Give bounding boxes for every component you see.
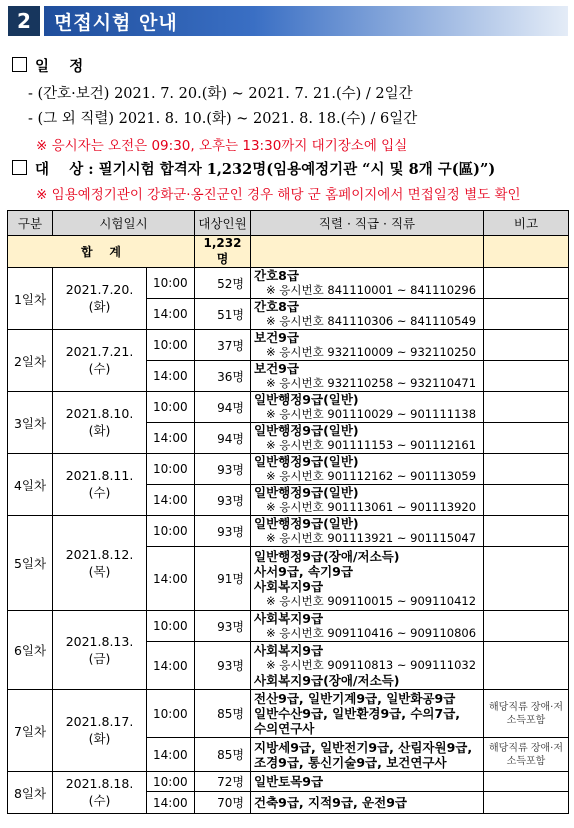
job-cell xyxy=(251,361,484,392)
remarks-cell: 해당직류 장애·저소득포함 xyxy=(484,690,569,738)
job-name: 일반행정9급(일반) xyxy=(254,423,359,438)
time-cell: 10:00 xyxy=(147,516,195,547)
job-name-2: 일반수산9급, 일반환경9급, 수의7급, xyxy=(254,706,461,721)
day-label: 1일차 xyxy=(8,268,53,330)
col-header-count: 대상인원 xyxy=(195,211,251,236)
job-name: 간호8급 xyxy=(254,299,299,314)
exam-number-range: ※ 응시번호 841110306 ~ 841110549 xyxy=(266,314,477,328)
job-name-extra: 사회복지9급(장애/저소득) xyxy=(254,673,400,688)
time-cell: 10:00 xyxy=(147,690,195,738)
date-label: 2021.8.13.(금) xyxy=(53,611,147,690)
count-cell: 93명 xyxy=(195,611,251,642)
remarks-cell xyxy=(484,611,569,642)
remarks-cell xyxy=(484,792,569,814)
job-name-2: 사서9급, 속기9급 xyxy=(254,563,353,579)
job-name: 건축9급, 지적9급, 운전9급 xyxy=(254,795,407,810)
remarks-cell xyxy=(484,547,569,611)
total-label: 합 계 xyxy=(8,236,195,268)
date-label: 2021.7.21.(수) xyxy=(53,330,147,392)
table-row xyxy=(8,392,569,423)
col-header-job: 직렬 · 직급 · 직류 xyxy=(251,211,484,236)
target-label: 대 상 : 필기시험 합격자 1,232명(임용예정기관 “시 및 8개 구(區)”) xyxy=(35,161,496,178)
time-cell: 10:00 xyxy=(147,772,195,792)
exam-number-range: ※ 응시번호 901111153 ~ 901112161 xyxy=(266,438,477,452)
job-cell xyxy=(251,611,484,642)
time-cell: 10:00 xyxy=(147,454,195,485)
time-cell: 14:00 xyxy=(147,361,195,392)
schedule-line-1: - (간호·보건) 2021. 7. 20.(화) ~ 2021. 7. 21.(수) / 2일간 xyxy=(28,86,413,102)
exam-number-range: ※ 응시번호 932110009 ~ 932110250 xyxy=(266,345,477,359)
exam-number-range: ※ 응시번호 932110258 ~ 932110471 xyxy=(266,376,477,390)
job-cell xyxy=(251,485,484,516)
table-row xyxy=(8,516,569,547)
time-cell: 14:00 xyxy=(147,423,195,454)
job-name-2: 조경9급, 통신기술9급, 보건연구사 xyxy=(254,754,447,770)
date-label: 2021.8.10.(화) xyxy=(53,392,147,454)
time-cell: 14:00 xyxy=(147,485,195,516)
schedule-label: 일 정 xyxy=(35,58,84,75)
exam-number-range: ※ 응시번호 909110015 ~ 909110412 xyxy=(266,593,477,608)
exam-number-range: ※ 응시번호 901113061 ~ 901113920 xyxy=(266,500,477,514)
time-cell: 14:00 xyxy=(147,642,195,690)
count-cell: 93명 xyxy=(195,454,251,485)
job-cell xyxy=(251,330,484,361)
count-cell: 85명 xyxy=(195,690,251,738)
day-label: 6일차 xyxy=(8,611,53,690)
checkbox-square-icon xyxy=(12,160,27,175)
time-cell: 10:00 xyxy=(147,330,195,361)
col-header-division: 구분 xyxy=(8,211,53,236)
schedule-heading xyxy=(12,55,83,76)
remarks-cell xyxy=(484,268,569,299)
day-label: 7일차 xyxy=(8,690,53,772)
count-cell: 52명 xyxy=(195,268,251,299)
remarks-cell: 해당직류 장애·저소득포함 xyxy=(484,738,569,772)
job-name: 간호8급 xyxy=(254,268,299,283)
schedule-note: ※ 응시자는 오전은 09:30, 오후는 13:30까지 대기장소에 입실 xyxy=(36,138,408,154)
target-note: ※ 임용예정기관이 강화군·옹진군인 경우 해당 군 홈페이지에서 면접일정 별도 확인 xyxy=(36,187,521,203)
time-cell: 14:00 xyxy=(147,738,195,772)
table-row xyxy=(8,611,569,642)
remarks-cell xyxy=(484,392,569,423)
count-cell: 93명 xyxy=(195,485,251,516)
day-label: 5일차 xyxy=(8,516,53,611)
table-row xyxy=(8,772,569,792)
time-cell: 10:00 xyxy=(147,392,195,423)
count-cell: 70명 xyxy=(195,792,251,814)
date-label: 2021.8.17.(화) xyxy=(53,690,147,772)
checkbox-square-icon xyxy=(12,57,27,72)
job-name: 보건9급 xyxy=(254,361,299,376)
count-cell: 93명 xyxy=(195,642,251,690)
job-cell xyxy=(251,642,484,690)
job-name: 일반행정9급(일반) xyxy=(254,454,359,469)
job-cell xyxy=(251,738,484,772)
count-cell: 93명 xyxy=(195,516,251,547)
job-cell xyxy=(251,299,484,330)
remarks-cell xyxy=(484,423,569,454)
job-name: 일반행정9급(장애/저소득) xyxy=(254,548,400,564)
remarks-cell xyxy=(484,454,569,485)
table-header-row xyxy=(8,211,569,236)
job-cell xyxy=(251,454,484,485)
job-name: 지방세9급, 일반전기9급, 산림자원9급, xyxy=(254,739,473,755)
table-row xyxy=(8,268,569,299)
table-row xyxy=(8,330,569,361)
remarks-cell xyxy=(484,299,569,330)
exam-number-range: ※ 응시번호 901113921 ~ 901115047 xyxy=(266,531,477,545)
job-cell xyxy=(251,772,484,792)
date-label: 2021.7.20.(화) xyxy=(53,268,147,330)
remarks-cell xyxy=(484,330,569,361)
job-name-3: 사회복지9급 xyxy=(254,578,324,594)
exam-number-range: ※ 응시번호 901110029 ~ 901111138 xyxy=(266,407,477,421)
job-name: 일반행정9급(일반) xyxy=(254,392,359,407)
job-name: 일반행정9급(일반) xyxy=(254,516,359,531)
section-title: 면접시험 안내 xyxy=(44,6,568,36)
count-cell: 37명 xyxy=(195,330,251,361)
time-cell: 14:00 xyxy=(147,299,195,330)
date-label: 2021.8.12.(목) xyxy=(53,516,147,611)
total-count: 1,232명 xyxy=(195,236,251,268)
job-cell xyxy=(251,792,484,814)
job-name: 사회복지9급 xyxy=(254,611,324,626)
job-cell xyxy=(251,392,484,423)
table-row xyxy=(8,690,569,738)
count-cell: 36명 xyxy=(195,361,251,392)
total-job-empty xyxy=(251,236,484,268)
time-cell: 14:00 xyxy=(147,792,195,814)
job-name: 일반행정9급(일반) xyxy=(254,485,359,500)
job-cell xyxy=(251,516,484,547)
exam-number-range: ※ 응시번호 909110416 ~ 909110806 xyxy=(266,626,477,640)
day-label: 8일차 xyxy=(8,772,53,814)
date-label: 2021.8.11.(수) xyxy=(53,454,147,516)
target-heading xyxy=(12,158,495,179)
exam-number-range: ※ 응시번호 841110001 ~ 841110296 xyxy=(266,283,477,297)
time-cell: 14:00 xyxy=(147,547,195,611)
remarks-cell xyxy=(484,485,569,516)
job-cell xyxy=(251,423,484,454)
interview-schedule-table xyxy=(7,210,569,814)
time-cell: 10:00 xyxy=(147,611,195,642)
job-cell xyxy=(251,690,484,738)
job-name: 사회복지9급 xyxy=(254,643,324,658)
job-name: 보건9급 xyxy=(254,330,299,345)
count-cell: 94명 xyxy=(195,423,251,454)
count-cell: 72명 xyxy=(195,772,251,792)
day-label: 3일차 xyxy=(8,392,53,454)
job-name: 전산9급, 일반기계9급, 일반화공9급 xyxy=(254,691,456,706)
job-cell xyxy=(251,268,484,299)
col-header-remarks: 비고 xyxy=(484,211,569,236)
remarks-cell xyxy=(484,772,569,792)
remarks-cell xyxy=(484,361,569,392)
count-cell: 91명 xyxy=(195,547,251,611)
time-cell: 10:00 xyxy=(147,268,195,299)
remarks-cell xyxy=(484,516,569,547)
count-cell: 51명 xyxy=(195,299,251,330)
day-label: 2일차 xyxy=(8,330,53,392)
day-label: 4일차 xyxy=(8,454,53,516)
schedule-line-2: - (그 외 직렬) 2021. 8. 10.(화) ~ 2021. 8. 18.(수) / 6일간 xyxy=(28,111,418,127)
total-remarks-empty xyxy=(484,236,569,268)
section-number: 2 xyxy=(8,6,40,36)
job-name-3: 수의연구사 xyxy=(254,721,315,736)
exam-number-range: ※ 응시번호 909110813 ~ 909111032 xyxy=(266,658,477,672)
section-header xyxy=(8,6,568,36)
col-header-datetime: 시험일시 xyxy=(53,211,195,236)
remarks-cell xyxy=(484,642,569,690)
date-label: 2021.8.18.(수) xyxy=(53,772,147,814)
count-cell: 94명 xyxy=(195,392,251,423)
job-name: 일반토목9급 xyxy=(254,774,324,789)
job-cell xyxy=(251,547,484,611)
table-row xyxy=(8,454,569,485)
exam-number-range: ※ 응시번호 901112162 ~ 901113059 xyxy=(266,469,477,483)
total-row xyxy=(8,236,569,268)
count-cell: 85명 xyxy=(195,738,251,772)
